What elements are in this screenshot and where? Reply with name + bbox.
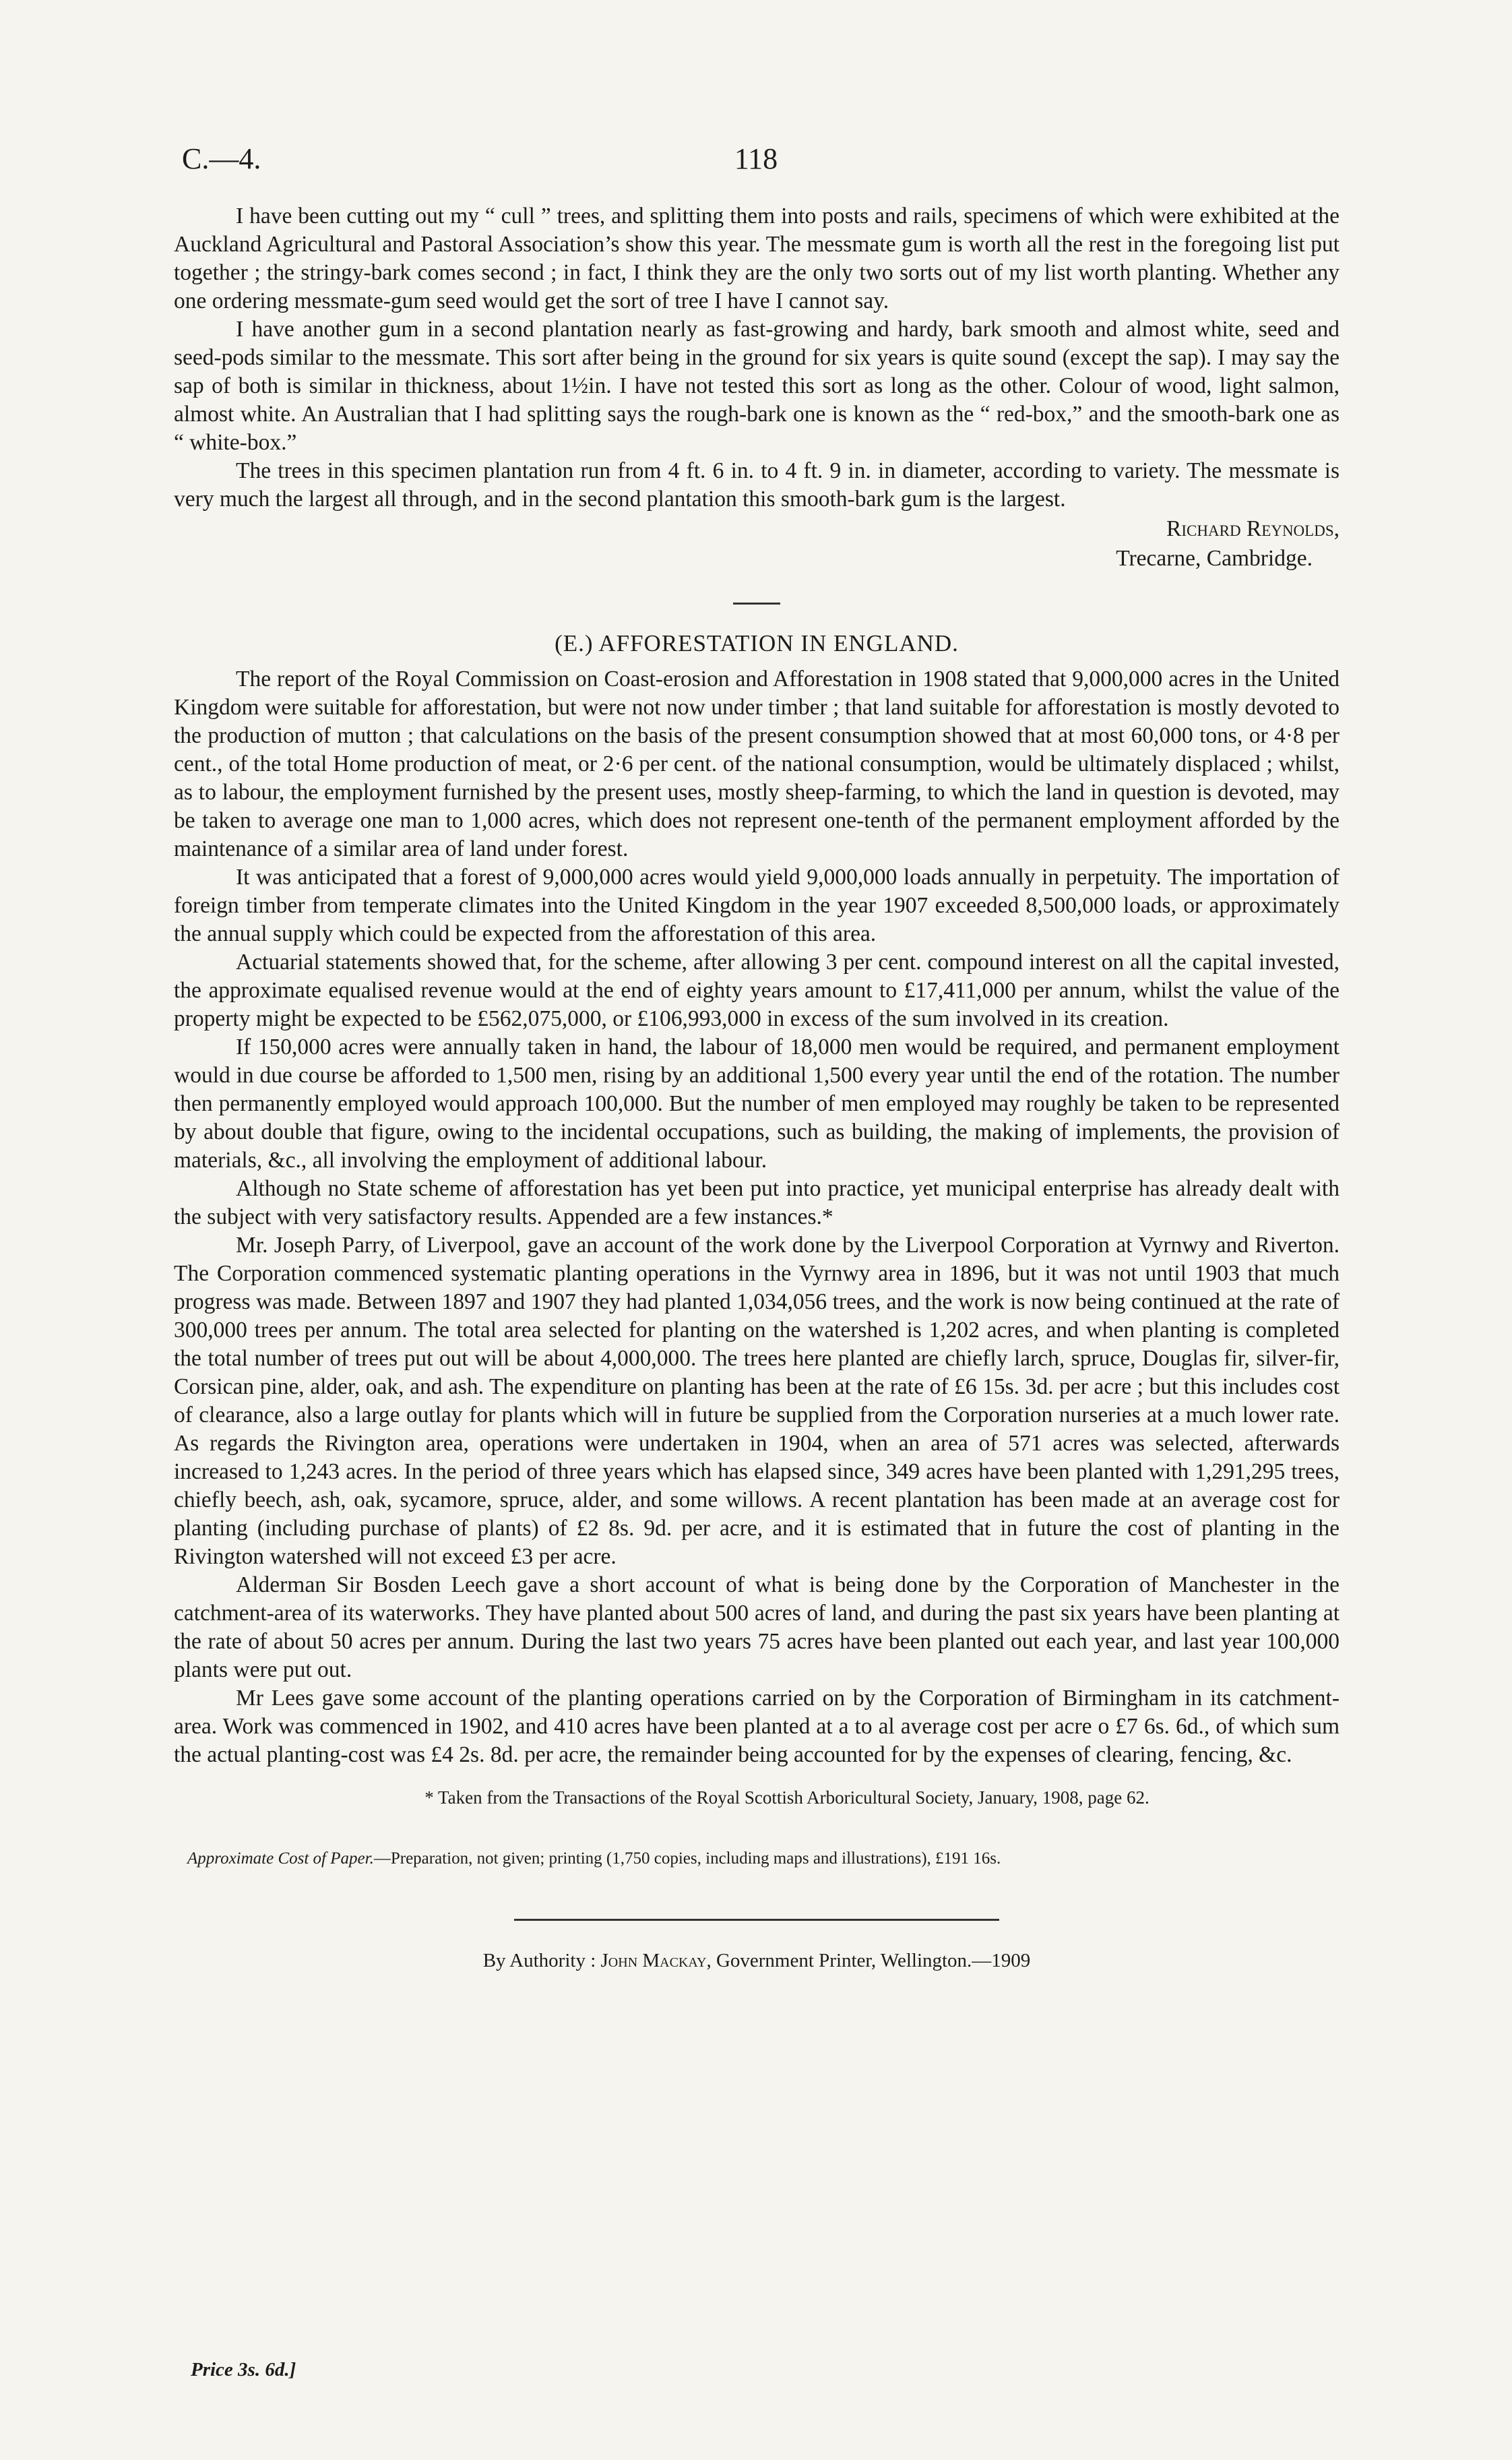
printer-imprint [174,1948,1340,1973]
section-paragraph: Mr. Joseph Parry, of Liverpool, gave an account of the work done by the Liverpool Corporation at Vyrnwy and Riverton. The Corporation commenced systematic planting operations in the Vyrnwy area in 1896, but it was not until 1903 that much progress was made. Between 1897 and 1907 they had planted 1,034,056 trees, and the work is now being continued at the rate of 300,000 trees per annum. The total area selected for planting on the watershed is 1,202 acres, and when planting is completed the total number of trees put out will be about 4,000,000. The trees here planted are chiefly larch, spruce, Douglas fir, silver-fir, Corsican pine, alder, oak, and ash. The expenditure on planting has been at the rate of £6 15s. 3d. per acre ; but this includes cost of clearance, also a large outlay for plants which will in future be supplied from the Corporation nurseries at a much lower rate. As regards the Rivington area, operations were undertaken in 1904, when an area of 571 acres was selected, afterwards increased to 1,243 acres. In the period of three years which has elapsed since, 349 acres have been planted with 1,291,295 trees, chiefly beech, ash, oak, sycamore, spruce, alder, and some willows. A recent plantation has been made at an average cost for planting (including purchase of plants) of £2 8s. 9d. per acre, and it is estimated that in future the cost of planting in the Rivington watershed will not exceed £3 per acre. [174,1233,1340,1569]
document-reference: C.—4. [182,142,261,175]
imprint-suffix: Government Printer, Wellington.—1909 [716,1950,1031,1971]
section-heading: (E.) AFFORESTATION IN ENGLAND. [555,630,959,656]
section-paragraph: Although no State scheme of afforestation has yet been put into practice, yet municipal enterprise has already dealt with the subject with very satisfactory results. Appended are a few instances.* [174,1176,1340,1229]
section-divider [733,603,780,605]
section-paragraph: Actuarial statements showed that, for the scheme, after allowing 3 per cent. compound interest on all the capital invested, the approximate equalised revenue would at the end of eighty years amount to £17,411,000 per annum, whilst the value of the property might be expected to be £562,075,000, or £106,993,000 in excess of the sum involved in its creation. [174,950,1340,1031]
section-paragraph: The report of the Royal Commission on Coast-erosion and Afforestation in 1908 stated that 9,000,000 acres in the United Kingdom were suitable for afforestation, but were not now under timber ; that land suitable for afforestation is mostly devoted to the production of mutton ; that calculations on the basis of the present consumption showed that at most 60,000 tons, or 4·8 per cent., of the total Home production of meat, or 2·6 per cent. of the national consumption, would be ultimately displaced ; whilst, as to labour, the employment furnished by the present uses, mostly sheep-farming, to which the land in question is devoted, may be taken to average one man to 1,000 acres, which does not represent one-tenth of the permanent employment afforded by the maintenance of a similar area of land under forest. [174,667,1340,861]
signature-name: Richard Reynolds, [1166,516,1340,541]
cost-label: Approximate Cost of Paper. [187,1849,374,1868]
imprint-printer: John Mackay, [600,1950,712,1971]
page-number: 118 [734,142,778,175]
letter-paragraph: I have been cutting out my “ cull ” trees, and splitting them into posts and rails, specimens of which were exhibited at the Auckland Agricultural and Pastoral Association’s show this year. The messmate gum is worth all the rest in the foregoing list put together ; the stringy-bark comes second ; in fact, I think they are the only two sorts out of my list worth planting. Whether any one ordering messmate-gum seed would get the sort of tree I have I cannot say. [174,204,1340,313]
imprint-prefix: By Authority : [482,1950,596,1971]
signature-place: Trecarne, Cambridge. [1116,546,1313,571]
signature-block [174,515,1340,573]
footnote: * Taken from the Transactions of the Royal Scottish Arboricultural Society, January, 1908, page 62. [424,1787,1149,1808]
section-paragraph: If 150,000 acres were annually taken in hand, the labour of 18,000 men would be required, and permanent employment would in due course be afforded to 1,500 men, rising by an additional 1,500 every year until the end of the rotation. The number then permanently employed would approach 100,000. But the number of men employed may roughly be taken to be represented by about double that figure, owing to the incidental occupations, such as building, the making of implements, the provision of materials, &c., all involving the employment of additional labour. [174,1035,1340,1173]
imprint-divider [514,1919,999,1921]
cost-text: —Preparation, not given; printing (1,750 copies, including maps and illustrations), £191 16s. [373,1849,1001,1868]
page-content [174,202,1340,1973]
section-paragraph: It was anticipated that a forest of 9,000,000 acres would yield 9,000,000 loads annually in perpetuity. The importation of foreign timber from temperate climates into the United Kingdom in the year 1907 exceeded 8,500,000 loads, or approximately the annual supply which could be expected from the afforestation of this area. [174,865,1340,946]
letter-paragraph: I have another gum in a second plantation nearly as fast-growing and hardy, bark smooth and almost white, seed and seed-pods similar to the messmate. This sort after being in the ground for six years is quite sound (except the sap). I may say the sap of both is similar in thickness, about 1½in. I have not tested this sort as long as the other. Colour of wood, light salmon, almost white. An Australian that I had splitting says the rough-bark one is known as the “ red-box,” and the smooth-bark one as “ white-box.” [174,317,1340,455]
cost-of-paper [174,1847,1340,1870]
section-paragraph: Mr Lees gave some account of the planting operations carried on by the Corporation of Birmingham in its catchment-area. Work was commenced in 1902, and 410 acres have been planted at a to al average cost per acre o £7 6s. 6d., of which sum the actual planting-cost was £4 2s. 8d. per acre, the remainder being accounted for by the expenses of clearing, fencing, &c. [174,1686,1340,1767]
section-paragraph: Alderman Sir Bosden Leech gave a short account of what is being done by the Corporation of Manchester in the catchment-area of its waterworks. They have planted about 500 acres of land, and during the past six years have been planting at the rate of about 50 acres per annum. During the last two years 75 acres have been planted out each year, and last year 100,000 plants were put out. [174,1572,1340,1682]
price-label: Price 3s. 6d.] [191,2359,296,2380]
letter-paragraph: The trees in this specimen plantation run from 4 ft. 6 in. to 4 ft. 9 in. in diameter, according to variety. The messmate is very much the largest all through, and in the second plantation this smooth-bark gum is the largest. [174,458,1340,512]
